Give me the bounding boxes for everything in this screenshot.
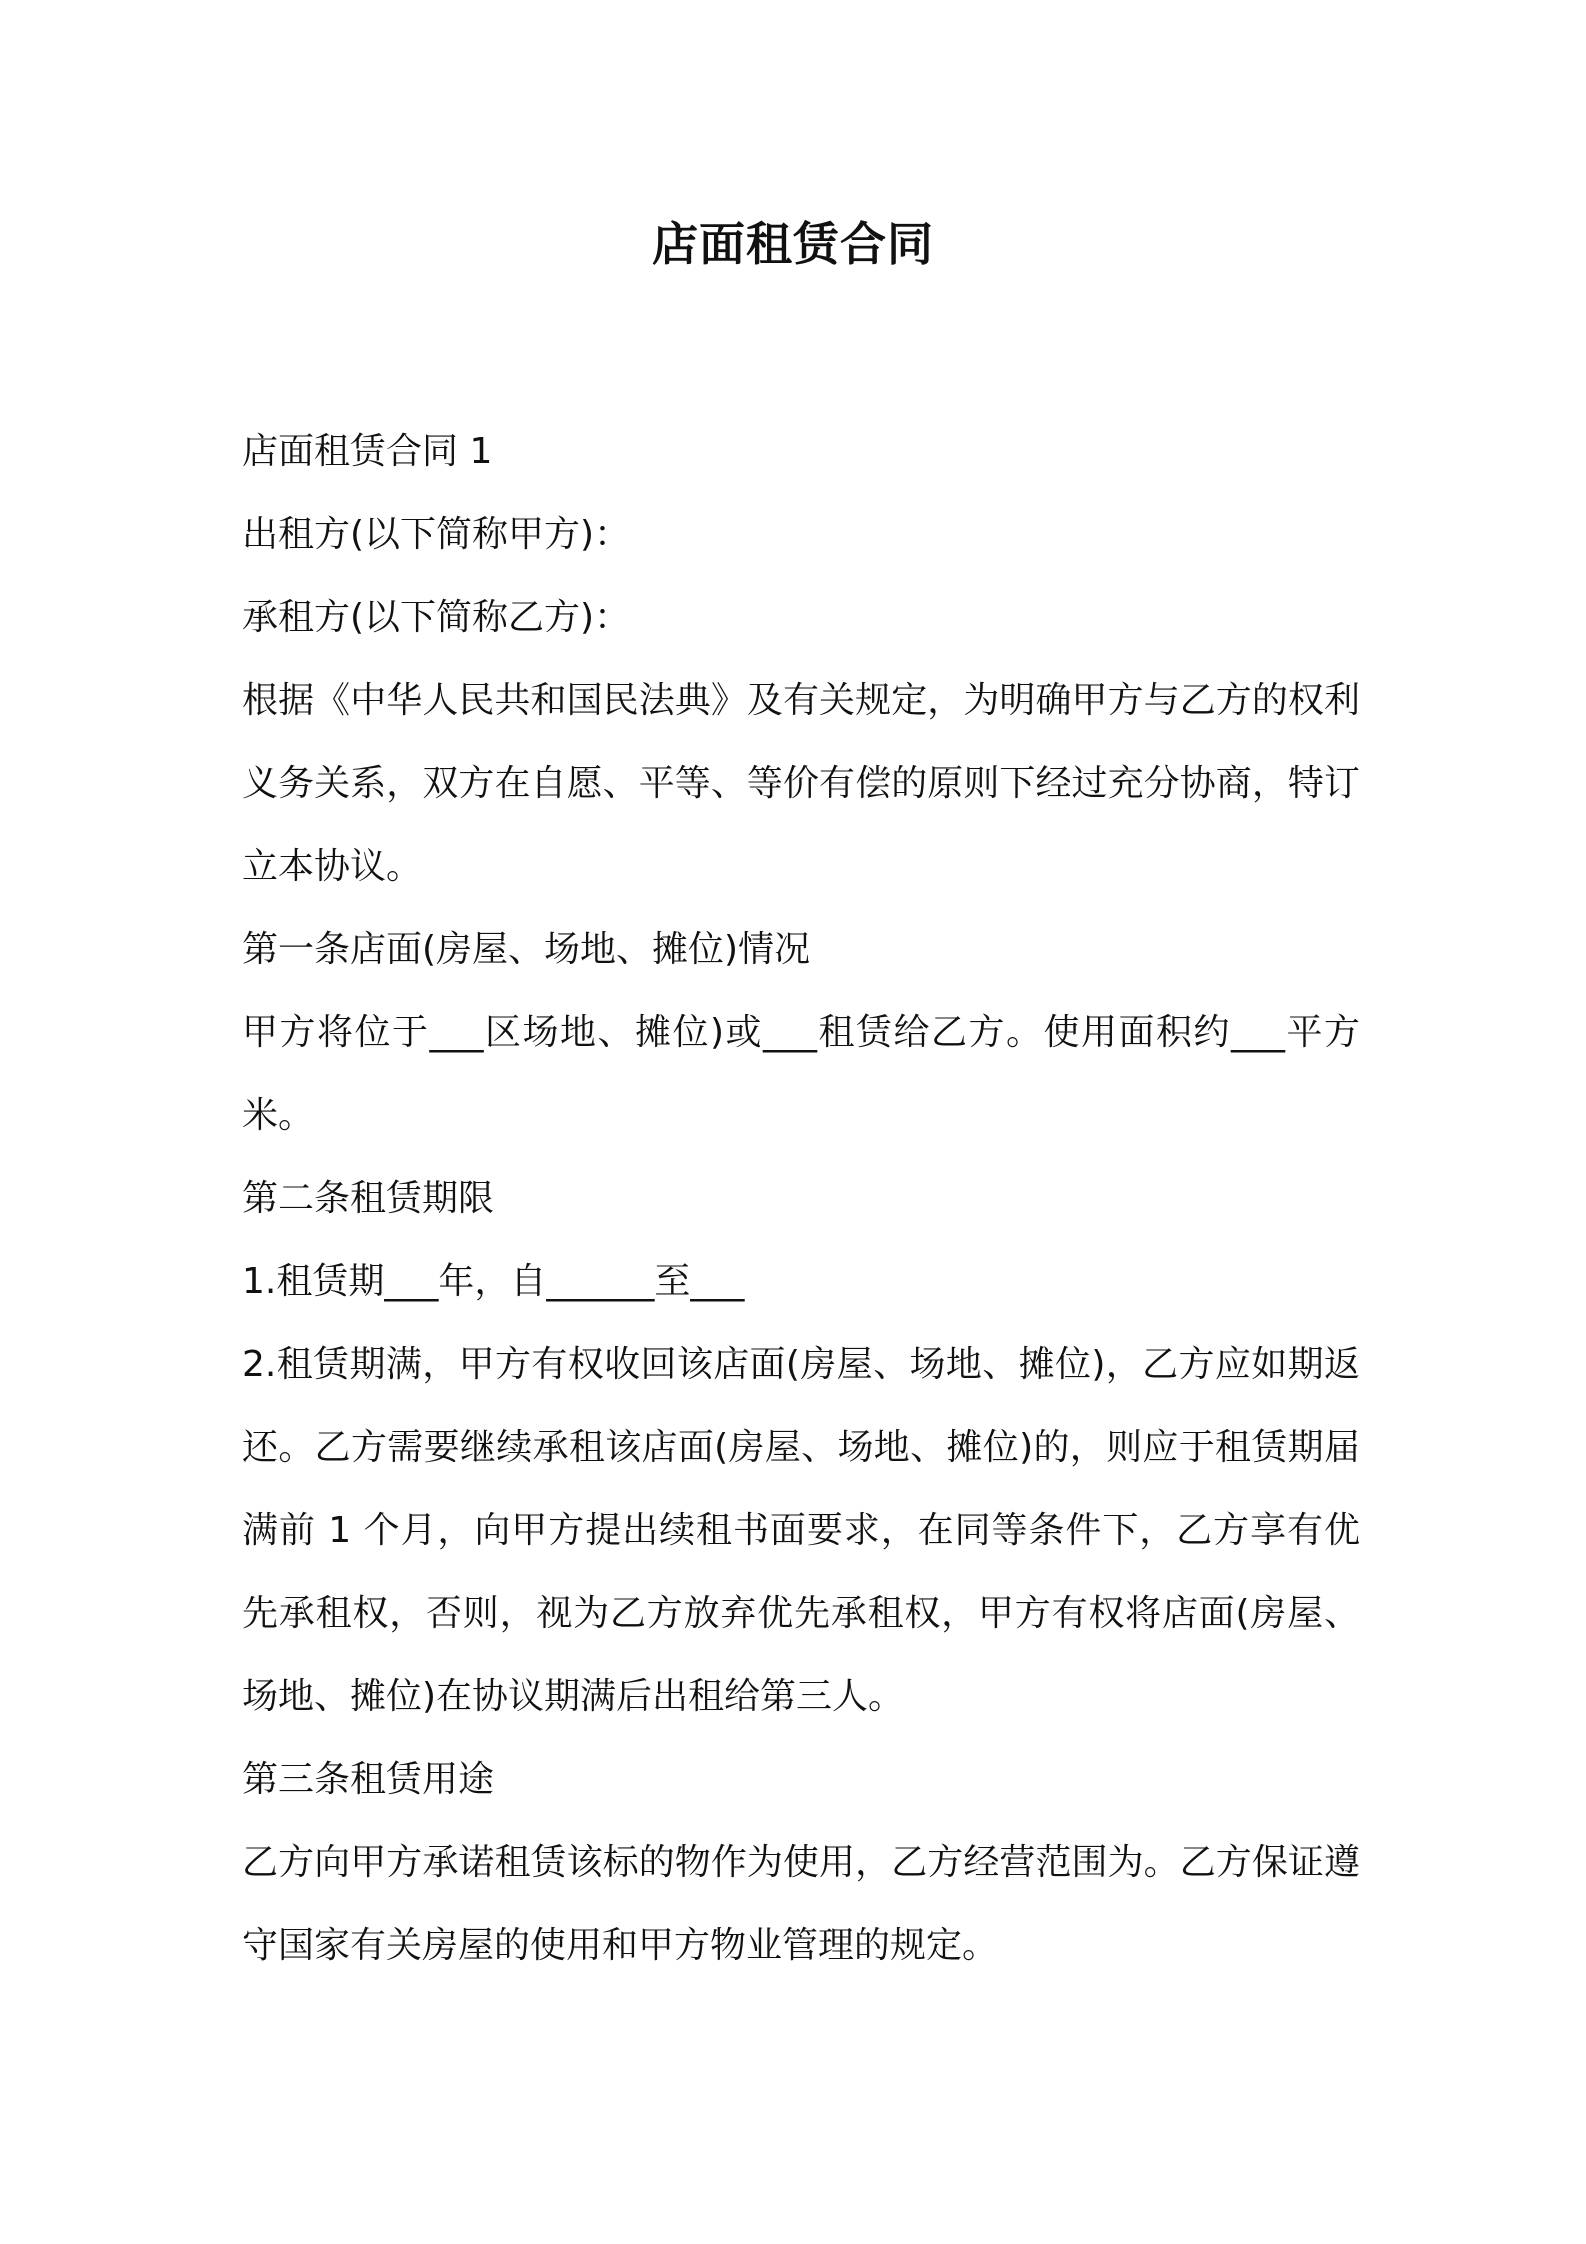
lessee-line: 承租方(以下简称乙方)：: [242, 597, 631, 638]
article-2-heading: 第二条租赁期限: [242, 1178, 495, 1219]
preamble-paragraph: 根据《中华人民共和国民法典》及有关规定，为明确甲方与乙方的权利义务关系，双方在自愿、平等、等价有偿的原则下经过充分协商，特订立本协议。: [242, 680, 1360, 887]
article-2-item-1: 1.租赁期___年，自______至___: [242, 1261, 745, 1302]
contract-number-heading: 店面租赁合同 1: [242, 431, 493, 472]
article-1-paragraph: 甲方将位于___区场地、摊位)或___租赁给乙方。使用面积约___平方米。: [242, 1012, 1360, 1136]
document-title: 店面租赁合同: [652, 217, 934, 271]
document-body: [242, 410, 1360, 1987]
article-1-heading: 第一条店面(房屋、场地、摊位)情况: [242, 929, 811, 970]
article-2-item-2: 2.租赁期满，甲方有权收回该店面(房屋、场地、摊位)，乙方应如期返还。乙方需要继续承租该店面(房屋、场地、摊位)的，则应于租赁期届满前 1 个月，向甲方提出续租书面要求，在同等条件下，乙方享有优先承租权，否则，视为乙方放弃优先承租权，甲方有权将店面(房屋、场地、摊位)在协议期满后出租给第三人。: [242, 1344, 1360, 1717]
article-3-heading: 第三条租赁用途: [242, 1759, 495, 1800]
article-3-paragraph: 乙方向甲方承诺租赁该标的物作为使用，乙方经营范围为。乙方保证遵守国家有关房屋的使用和甲方物业管理的规定。: [242, 1842, 1360, 1966]
lessor-line: 出租方(以下简称甲方)：: [242, 514, 631, 555]
